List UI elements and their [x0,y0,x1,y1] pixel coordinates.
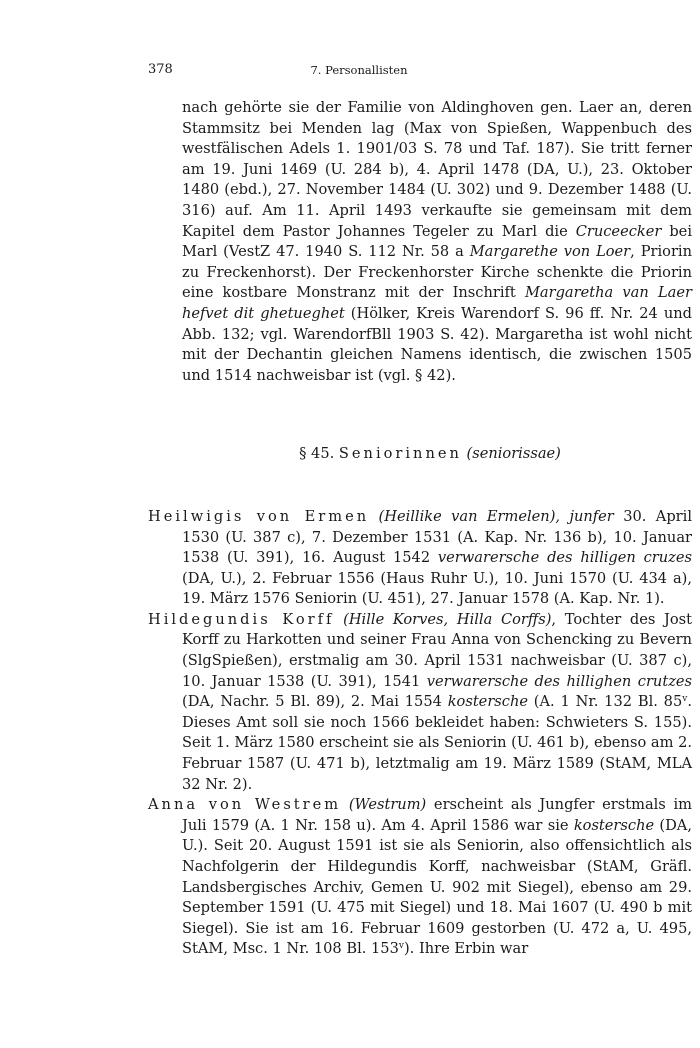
section-number: § 45. [299,445,335,463]
italic-run: kostersche [573,816,655,834]
entry-hildegundis-korff [148,610,692,795]
text-run: , Priorin zu Freckenhorst). Der Freckenhorster Kirche schenkte die Priorin eine kostbare Monstranz mit der Inschrift [182,243,692,302]
italic-run: (Heillike van Ermelen), junfer [378,507,614,525]
text-run: ). Ihre Erbin war [403,940,529,958]
text-run: nach gehörte sie der Familie von Aldinghoven gen. Laer an, deren Stammsitz bei Menden lag (Max von Spießen, Wappenbuch des westfälischen Adels 1. 1901/03 S. 78 und Taf. 187). Sie tritt ferner am 19. Juni 1469 (U. 284 b), 4. April 1478 (DA, U.), 23. Oktober 1480 (ebd.), 27. November 1484 (U. 302) und 9. Dezember 1488 (U. 316) auf. Am 11. April 1493 verkaufte sie gemeinsam mit dem Kapitel dem Pastor Johannes Tegeler zu Marl die [182,99,692,240]
section-subtitle: (seniorissae) [466,445,561,463]
italic-run: (Hille Korves, Hilla Corffs) [343,610,552,628]
italic-run: verwarersche des hilligen cruzes [437,549,692,567]
superscript: v [398,941,404,952]
text-run [341,796,349,813]
page-number: 378 [148,62,173,77]
text-run: (A. 1 Nr. 132 Bl. 85 [528,693,683,711]
entry-heilwigis-von-ermen [148,507,692,610]
section-heading [148,444,692,465]
section-title: Seniorinnen [338,445,462,463]
running-head: 7. Personallisten [310,63,408,77]
text-run: erscheint als Jungfer erstmals im Juli 1579 (A. 1 Nr. 158 u). Am 4. April 1586 war sie [182,796,693,834]
text-run [334,611,343,628]
text-run: (DA, Nachr. 5 Bl. 89), 2. Mai 1554 [182,693,448,711]
text-run: bei Marl (VestZ 47. 1940 S. 112 Nr. 58 a [182,222,692,261]
entry-name: Heilwigis von Ermen [148,507,370,525]
entry-anna-von-westrem [148,795,692,960]
superscript: v [682,694,688,705]
page-body [148,98,692,960]
italic-run: verwarersche des hillighen crutzes [426,672,693,690]
italic-run: Cruceecker [575,222,662,240]
text-run: (DA, U.), 2. Februar 1556 (Haus Ruhr U.), 10. Juni 1570 (U. 434 a), 19. März 1576 Seniorin (U. 451), 27. Januar 1578 (A. Kap. Nr. 1). [182,569,692,608]
text-run [369,508,378,525]
text-run: (Hölker, Kreis Warendorf S. 96 ff. Nr. 24 und Abb. 132; vgl. WarendorfBll 1903 S. 42). Margaretha ist wohl nicht mit der Dechantin gleichen Namens identisch, die zwischen 1505 und 1514 nachweisbar ist (vgl. § 42). [182,304,692,384]
text-run: , Tochter des Jost Korff zu Harkotten und seiner Frau Anna von Schencking zu Bevern (SlgSpießen), erstmalig am 30. April 1531 nachweisbar (U. 387 c), 10. Januar 1538 (U. 391), 1541 [182,610,693,690]
italic-run: kostersche [447,693,528,711]
italic-run: (Westrum) [348,796,427,814]
text-run: 30. April 1530 (U. 387 c), 7. Dezember 1531 (A. Kap. Nr. 136 b), 10. Januar 1538 (U. 391), 16. August 1542 [182,507,692,567]
entry-name: Hildegundis Korff [148,610,335,628]
italic-run: Margarethe von Loer [469,243,631,261]
text-run: (DA, U.). Seit 20. August 1591 ist sie als Seniorin, also offensichtlich als Nachfolgerin der Hildegundis Korff, nachweisbar (StAM, Gräfl. Landsbergisches Archiv, Gemen U. 902 mit Siegel), ebenso am 29. September 1591 (U. 475 mit Siegel) und 18. Mai 1607 (U. 490 b mit Siegel). Sie ist am 16. Februar 1609 gestorben (U. 472 a, U. 495, StAM, Msc. 1 Nr. 108 Bl. 153 [182,816,692,958]
page-header [148,62,570,82]
italic-run: Margaretha van Laer hefvet dit ghetueghet [182,284,692,322]
intro-paragraph [148,98,692,386]
text-run: . Dieses Amt soll sie noch 1566 bekleidet haben: Schwieters S. 155). Seit 1. März 1580 erscheint sie als Seniorin (U. 461 b), ebenso am 2. Februar 1587 (U. 471 b), letztmalig am 19. März 1589 (StAM, MLA 32 Nr. 2). [182,693,692,793]
entry-name: Anna von Westrem [148,796,342,814]
